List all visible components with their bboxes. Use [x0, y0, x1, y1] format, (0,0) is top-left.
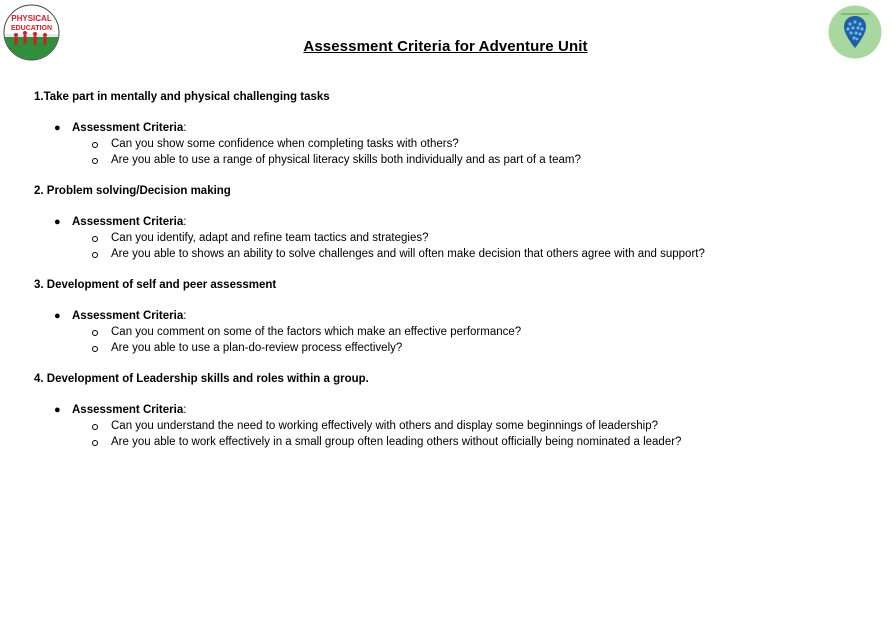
section-2 [34, 183, 874, 262]
logo-text-physical: PHYSICAL [11, 14, 52, 23]
criteria-bullet: ● Assessment Criteria: [54, 404, 187, 416]
criteria-label: Assessment Criteria [72, 216, 184, 228]
list-item: Can you show some confidence when completing tasks with others? [34, 136, 874, 152]
criteria-bullet: ● Assessment Criteria: [54, 310, 187, 322]
list-item: Can you comment on some of the factors which make an effective performance? [34, 324, 874, 340]
criteria-label: Assessment Criteria [72, 404, 184, 416]
bullet-icon: ● [54, 310, 61, 322]
section-heading: 1.Take part in mentally and physical challenging tasks [34, 91, 330, 103]
section-3 [34, 277, 874, 356]
hollow-bullet-icon [92, 142, 98, 148]
logo-text-education: EDUCATION [10, 25, 53, 32]
list-item: Are you able to shows an ability to solve challenges and will often make decision that others agree with and support? [34, 246, 874, 262]
hollow-bullet-icon [92, 346, 98, 352]
hollow-bullet-icon [92, 236, 98, 242]
section-heading: 4. Development of Leadership skills and roles within a group. [34, 373, 369, 385]
list-item: Can you understand the need to working effectively with others and display some beginnings of leadership? [34, 418, 874, 434]
bullet-icon: ● [54, 404, 61, 416]
section-4 [34, 371, 874, 450]
criteria-content [34, 89, 874, 465]
hollow-bullet-icon [92, 440, 98, 446]
hollow-bullet-icon [92, 252, 98, 258]
list-item: Can you identify, adapt and refine team tactics and strategies? [34, 230, 874, 246]
section-heading: 2. Problem solving/Decision making [34, 185, 231, 197]
list-item: Are you able to use a plan-do-review process effectively? [34, 340, 874, 356]
criteria-label: Assessment Criteria [72, 310, 184, 322]
document-title: Assessment Criteria for Adventure Unit [303, 38, 588, 55]
section-heading: 3. Development of self and peer assessment [34, 279, 277, 291]
hollow-bullet-icon [92, 330, 98, 336]
list-item: Are you able to use a range of physical literacy skills both individually and as part of a team? [34, 152, 874, 168]
criteria-bullet: ● Assessment Criteria: [54, 216, 187, 228]
list-item: Are you able to work effectively in a small group often leading others without officially being nominated a leader? [34, 434, 874, 450]
criteria-label: Assessment Criteria [72, 122, 184, 134]
hollow-bullet-icon [92, 158, 98, 164]
section-1 [34, 89, 874, 168]
hollow-bullet-icon [92, 424, 98, 430]
bullet-icon: ● [54, 216, 61, 228]
bullet-icon: ● [54, 122, 61, 134]
criteria-bullet: ● Assessment Criteria: [54, 122, 187, 134]
